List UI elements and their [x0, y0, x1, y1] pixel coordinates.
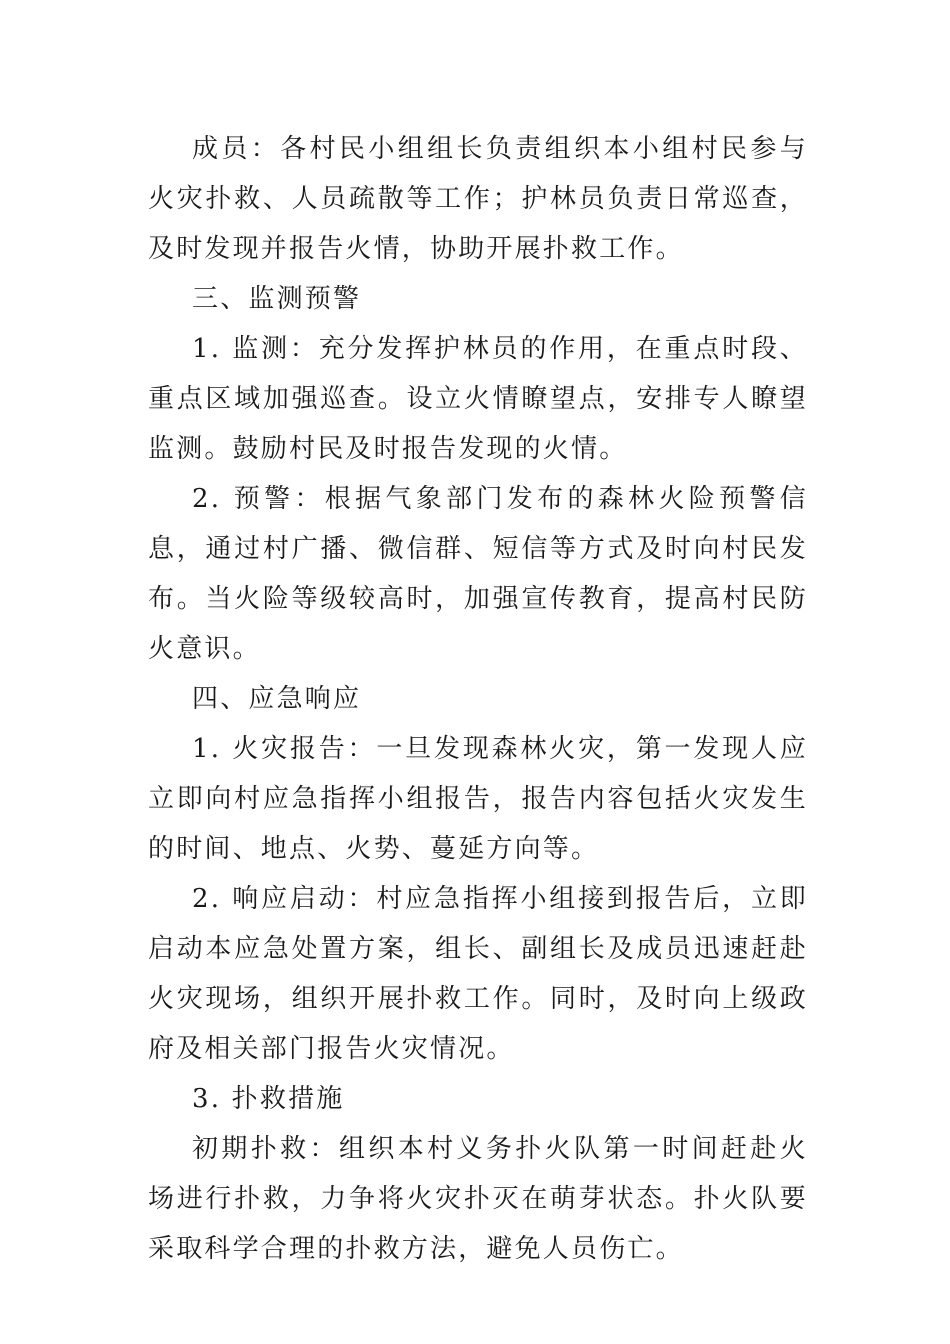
paragraph-monitoring: 1. 监测：充分发挥护林员的作用，在重点时段、重点区域加强巡查。设立火情瞭望点，安排专人瞭望监测。鼓励村民及时报告发现的火情。: [148, 334, 808, 464]
section-heading-monitoring: 三、监测预警: [192, 284, 362, 314]
section-heading-response: 四、应急响应: [192, 684, 362, 714]
paragraph-warning: 2. 预警：根据气象部门发布的森林火险预警信息，通过村广播、微信群、短信等方式及时向村民发布。当火险等级较高时，加强宣传教育，提高村民防火意识。: [148, 484, 808, 664]
paragraph-initial-rescue: 初期扑救：组织本村义务扑火队第一时间赶赴火场进行扑救，力争将火灾扑灭在萌芽状态。扑火队要采取科学合理的扑救方法，避免人员伤亡。: [148, 1134, 808, 1264]
paragraph-fire-report: 1. 火灾报告：一旦发现森林火灾，第一发现人应立即向村应急指挥小组报告，报告内容包括火灾发生的时间、地点、火势、蔓延方向等。: [148, 734, 808, 864]
document-body: [148, 124, 808, 1274]
paragraph-response-start: 2. 响应启动：村应急指挥小组接到报告后，立即启动本应急处置方案，组长、副组长及成员迅速赶赴火灾现场，组织开展扑救工作。同时，及时向上级政府及相关部门报告火灾情况。: [148, 884, 808, 1064]
paragraph-members: 成员：各村民小组组长负责组织本小组村民参与火灾扑救、人员疏散等工作；护林员负责日常巡查，及时发现并报告火情，协助开展扑救工作。: [148, 134, 808, 264]
subheading-rescue-measures: 3. 扑救措施: [192, 1084, 345, 1114]
